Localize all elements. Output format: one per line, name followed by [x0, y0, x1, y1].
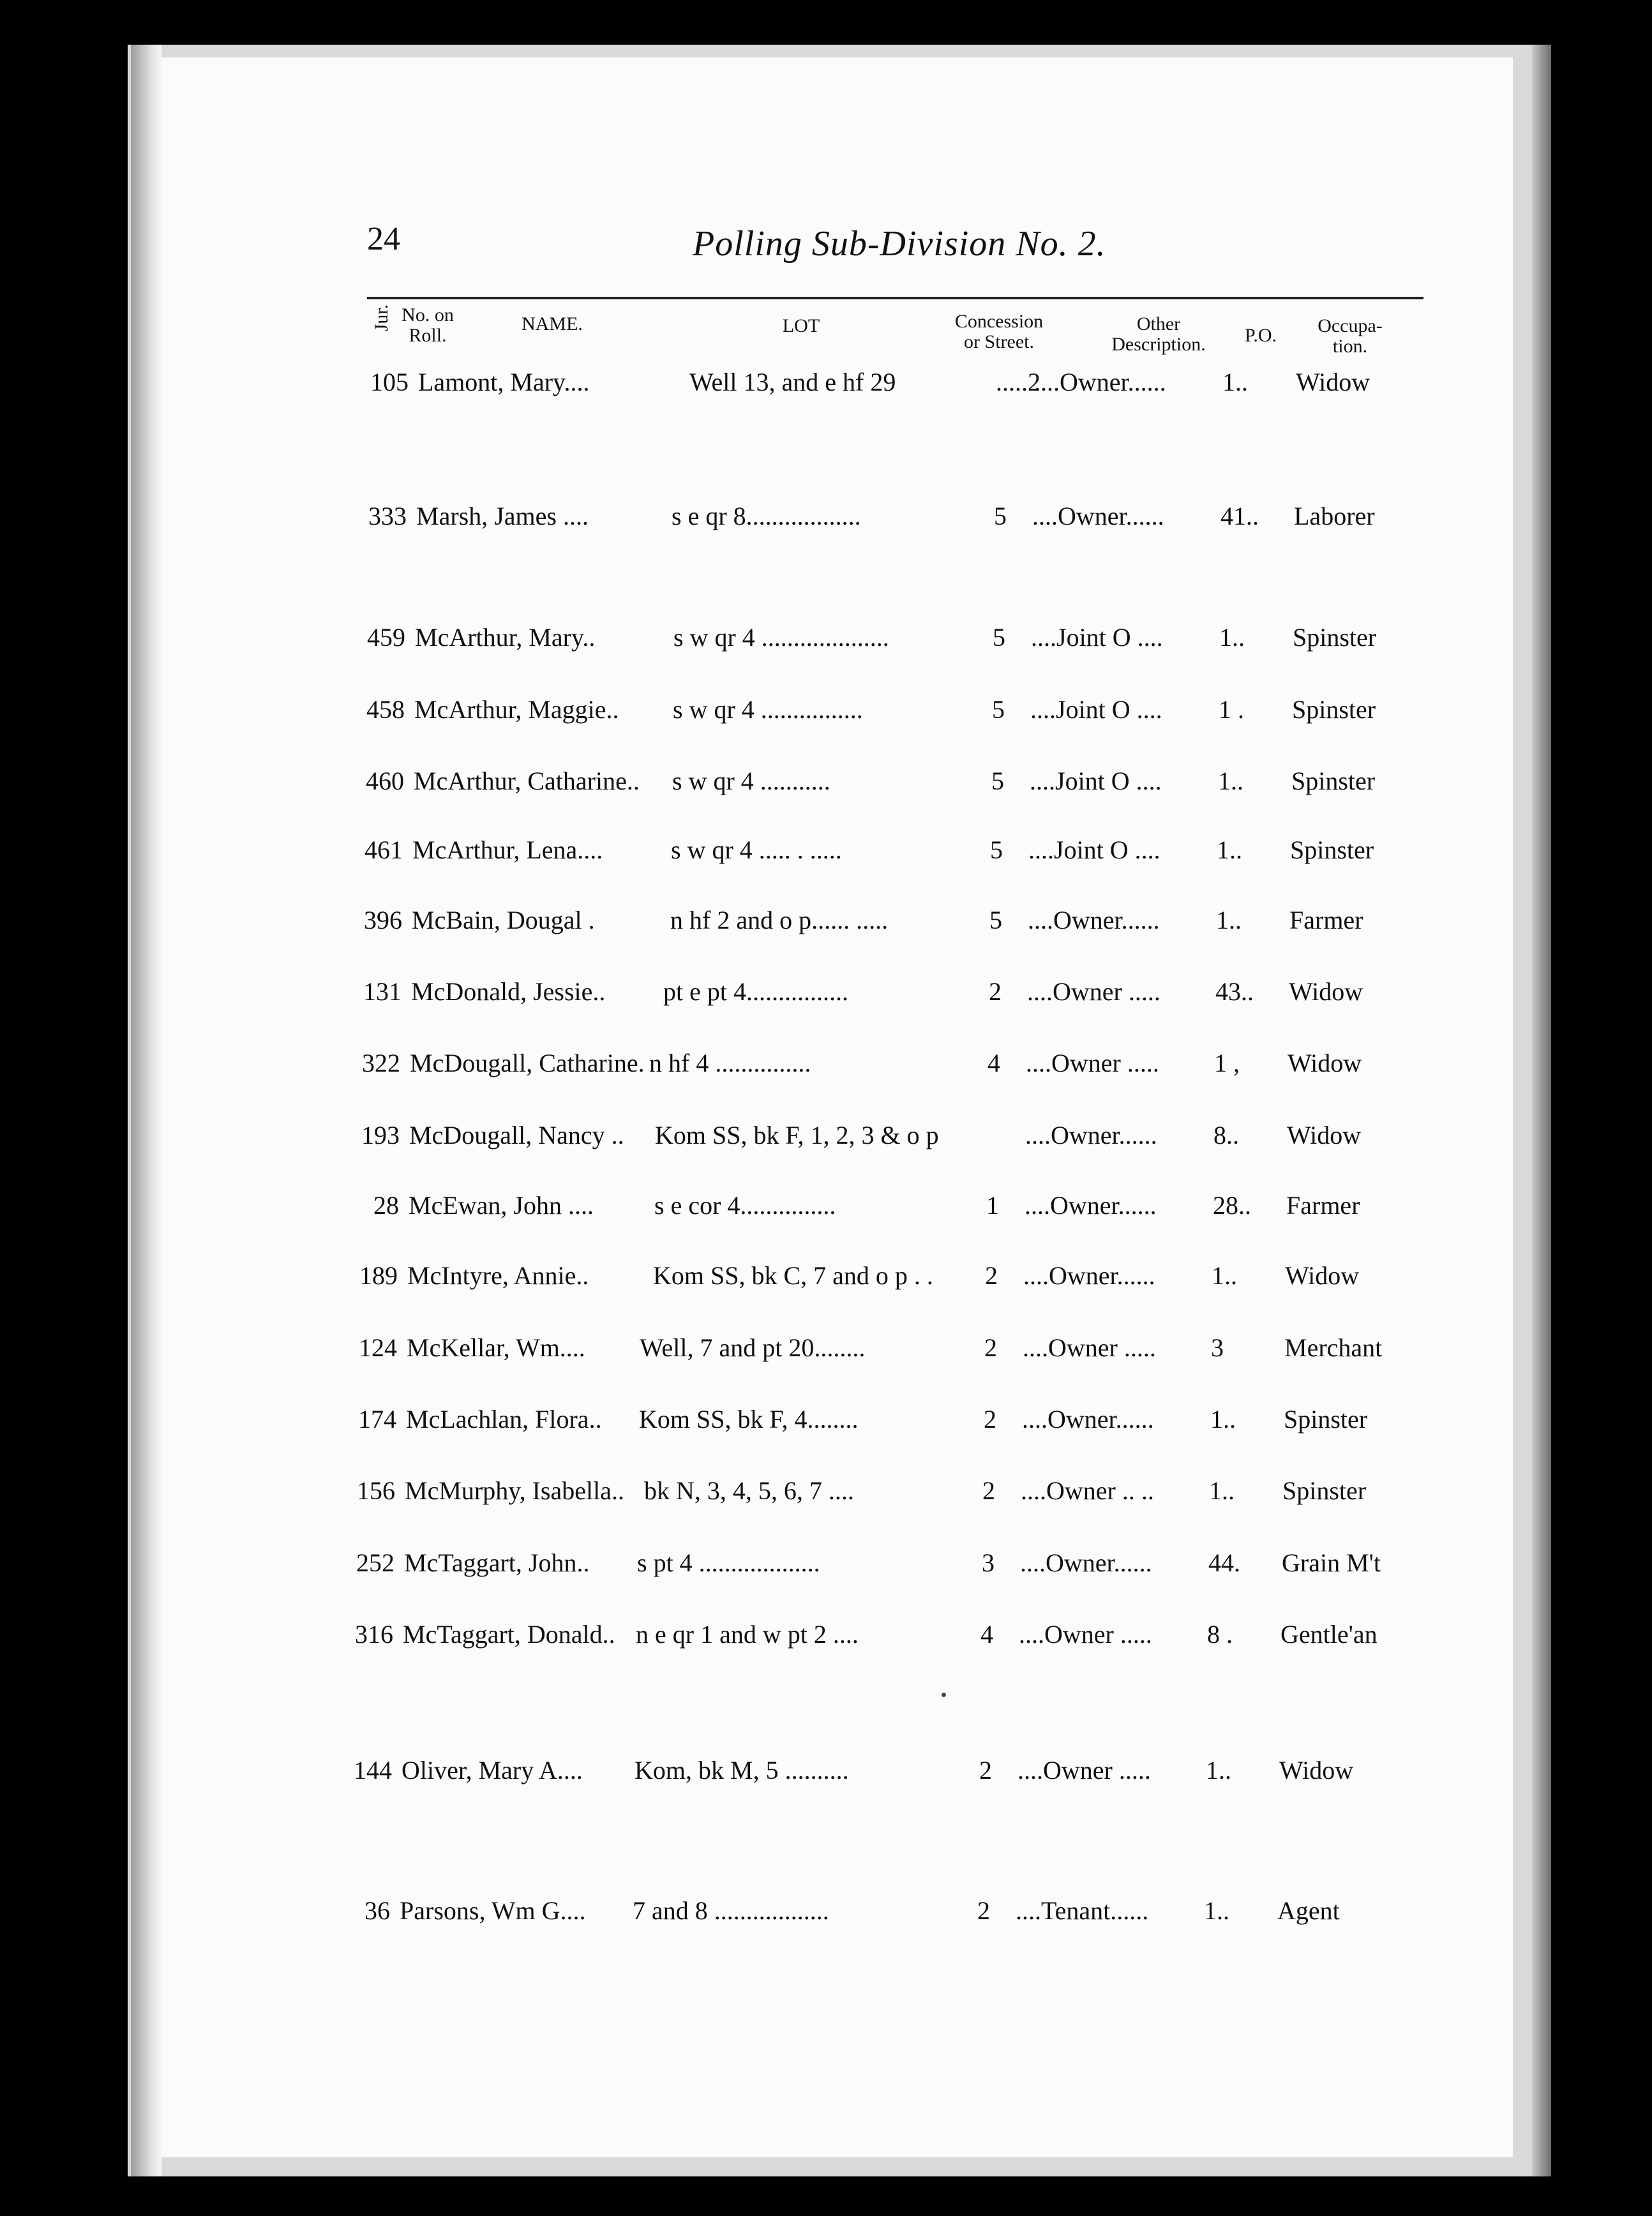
other-description: ....Owner......	[1028, 906, 1160, 934]
post-office: 1..	[1204, 1896, 1229, 1925]
roll-number: 396	[364, 906, 402, 934]
roll-number: 459	[367, 623, 405, 652]
roll-row	[0, 1261, 1652, 1299]
ink-speck	[942, 1693, 946, 1697]
roll-number: 461	[364, 835, 403, 864]
occupation: Farmer	[1286, 1191, 1360, 1220]
post-office: 1 .	[1219, 695, 1244, 724]
roll-row	[0, 1120, 1652, 1158]
roll-number: 458	[366, 695, 405, 724]
post-office: 1..	[1217, 835, 1242, 864]
post-office: 8..	[1213, 1121, 1239, 1149]
concession: 5	[992, 695, 1005, 724]
occupation: Grain M't	[1282, 1548, 1381, 1577]
roll-number: 131	[363, 977, 402, 1006]
lot-description: n hf 2 and o p...... .....	[670, 906, 889, 934]
post-office: 1..	[1222, 368, 1248, 396]
occupation: Spinster	[1284, 1405, 1368, 1434]
other-description: ....Owner .....	[1026, 1049, 1159, 1077]
lot-description: Kom SS, bk C, 7 and o p . .	[653, 1261, 933, 1290]
roll-row	[0, 1896, 1652, 1934]
column-header-roll: No. on Roll.	[402, 304, 454, 346]
owner-name: McLachlan, Flora..	[406, 1405, 602, 1434]
owner-name: McBain, Dougal .	[412, 906, 595, 934]
other-description: ....Joint O ....	[1028, 835, 1160, 864]
lot-description: n e qr 1 and w pt 2 ....	[636, 1620, 859, 1649]
page-number: 24	[367, 221, 400, 257]
post-office: 1..	[1216, 906, 1242, 934]
concession: 2	[989, 977, 1002, 1006]
concession: 1	[986, 1191, 999, 1220]
other-description: ....Owner......	[1023, 1261, 1155, 1290]
post-office: 28..	[1213, 1191, 1251, 1220]
occupation: Widow	[1296, 368, 1370, 396]
lot-description: 7 and 8 ..................	[633, 1896, 829, 1925]
owner-name: McArthur, Mary..	[415, 623, 596, 652]
occupation: Widow	[1279, 1756, 1354, 1785]
owner-name: McArthur, Maggie..	[414, 695, 619, 724]
occupation: Laborer	[1294, 502, 1375, 530]
owner-name: McTaggart, John..	[404, 1548, 590, 1577]
roll-row	[0, 367, 1652, 405]
owner-name: McArthur, Catharine..	[414, 767, 640, 795]
concession: 4	[980, 1620, 993, 1649]
concession: .....2	[996, 368, 1040, 396]
lot-description: n hf 4 ...............	[649, 1049, 811, 1077]
post-office: 44.	[1208, 1548, 1240, 1577]
concession: 2	[982, 1476, 995, 1505]
occupation: Spinster	[1293, 623, 1377, 652]
roll-number: 105	[370, 368, 409, 396]
owner-name: Lamont, Mary....	[418, 368, 590, 396]
post-office: 1..	[1219, 623, 1245, 652]
concession: 2	[984, 1405, 996, 1434]
lot-description: bk N, 3, 4, 5, 6, 7 ....	[644, 1476, 854, 1505]
occupation: Widow	[1285, 1261, 1360, 1290]
occupation: Spinster	[1291, 767, 1376, 795]
roll-row	[0, 1619, 1652, 1658]
roll-number: 460	[366, 767, 404, 795]
other-description: ....Owner .....	[1017, 1756, 1151, 1785]
lot-description: pt e pt 4................	[663, 977, 848, 1006]
roll-row	[0, 835, 1652, 873]
owner-name: McMurphy, Isabella..	[405, 1476, 624, 1505]
owner-name: McDonald, Jessie..	[411, 977, 606, 1006]
post-office: 1..	[1218, 767, 1243, 795]
lot-description: s w qr 4 ................	[673, 695, 863, 724]
roll-row	[0, 905, 1652, 943]
roll-number: 316	[355, 1620, 393, 1649]
post-office: 1..	[1209, 1476, 1235, 1505]
concession: 2	[979, 1756, 992, 1785]
lot-description: s e qr 8..................	[672, 502, 861, 530]
owner-name: McDougall, Catharine.	[410, 1049, 645, 1077]
other-description: ....Owner .....	[1023, 1333, 1156, 1362]
occupation: Widow	[1287, 1121, 1362, 1149]
roll-number: 144	[354, 1756, 392, 1785]
column-header-name: NAME.	[522, 313, 583, 334]
owner-name: McKellar, Wm....	[407, 1333, 585, 1362]
occupation: Widow	[1288, 1049, 1362, 1077]
lot-description: Kom, bk M, 5 ..........	[635, 1756, 849, 1785]
column-header-description: Other Description.	[1111, 313, 1206, 355]
owner-name: McTaggart, Donald..	[403, 1620, 615, 1649]
concession: 2	[977, 1896, 990, 1925]
occupation: Spinster	[1282, 1476, 1367, 1505]
lot-description: s w qr 4 ....................	[673, 623, 889, 652]
lot-description: Well, 7 and pt 20........	[640, 1333, 866, 1362]
other-description: ....Owner......	[1032, 502, 1164, 530]
owner-name: Oliver, Mary A....	[402, 1756, 583, 1785]
post-office: 41..	[1220, 502, 1259, 530]
roll-number: 28	[373, 1191, 399, 1220]
occupation: Farmer	[1289, 906, 1363, 934]
post-office: 1 ,	[1214, 1049, 1240, 1077]
book-spine	[131, 45, 161, 2176]
post-office: 3	[1211, 1333, 1224, 1362]
occupation: Agent	[1277, 1896, 1340, 1925]
roll-row	[0, 1333, 1652, 1371]
roll-number: 333	[368, 502, 407, 530]
roll-number: 36	[364, 1896, 390, 1925]
roll-row	[0, 501, 1652, 539]
roll-row	[0, 1404, 1652, 1442]
lot-description: s w qr 4 ...........	[672, 767, 830, 795]
roll-row	[0, 1190, 1652, 1229]
roll-number: 252	[356, 1548, 394, 1577]
other-description: ....Owner......	[1034, 368, 1166, 396]
column-header-lot: LOT	[782, 315, 820, 336]
owner-name: Parsons, Wm G....	[400, 1896, 586, 1925]
roll-row	[0, 1548, 1652, 1586]
roll-number: 189	[359, 1261, 398, 1290]
occupation: Widow	[1289, 977, 1363, 1006]
concession: 5	[989, 906, 1002, 934]
post-office: 8 .	[1207, 1620, 1233, 1649]
owner-name: McIntyre, Annie..	[407, 1261, 589, 1290]
column-header-occupation: Occupa- tion.	[1318, 315, 1383, 357]
column-header-po: P.O.	[1244, 325, 1277, 346]
owner-name: McDougall, Nancy ..	[409, 1121, 624, 1149]
roll-number: 156	[357, 1476, 395, 1505]
other-description: ....Owner .. ..	[1021, 1476, 1154, 1505]
owner-name: McEwan, John ....	[409, 1191, 594, 1220]
column-header-jur: Jur.	[371, 304, 392, 332]
roll-row	[0, 977, 1652, 1015]
roll-row	[0, 622, 1652, 661]
concession: 5	[994, 502, 1007, 530]
roll-number: 174	[358, 1405, 396, 1434]
page-right-edge	[1532, 45, 1551, 2176]
roll-row	[0, 1048, 1652, 1086]
roll-number: 193	[361, 1121, 400, 1149]
other-description: ....Joint O ....	[1030, 695, 1162, 724]
concession: 5	[993, 623, 1005, 652]
concession: 3	[982, 1548, 995, 1577]
other-description: ....Owner......	[1022, 1405, 1154, 1434]
lot-description: s e cor 4...............	[654, 1191, 836, 1220]
concession: 2	[984, 1333, 997, 1362]
lot-description: Kom SS, bk F, 4........	[639, 1405, 859, 1434]
occupation: Spinster	[1290, 835, 1374, 864]
occupation: Spinster	[1292, 695, 1376, 724]
roll-row	[0, 694, 1652, 733]
other-description: ....Owner......	[1020, 1548, 1152, 1577]
other-description: ....Owner......	[1025, 1191, 1157, 1220]
occupation: Gentle'an	[1280, 1620, 1378, 1649]
running-head: Polling Sub-Division No. 2.	[693, 224, 1106, 264]
owner-name: Marsh, James ....	[416, 502, 589, 530]
roll-row	[0, 1476, 1652, 1514]
roll-number: 124	[359, 1333, 397, 1362]
header-rule	[367, 297, 1423, 299]
lot-description: Well 13, and e hf 29	[689, 368, 896, 396]
lot-description: s w qr 4 ..... . .....	[671, 835, 842, 864]
roll-row	[0, 1755, 1652, 1793]
post-office: 1..	[1206, 1756, 1231, 1785]
roll-number: 322	[362, 1049, 400, 1077]
post-office: 1..	[1210, 1405, 1236, 1434]
other-description: ....Owner......	[1025, 1121, 1157, 1149]
column-header-concession: Concession or Street.	[954, 311, 1044, 352]
other-description: ....Tenant......	[1016, 1896, 1149, 1925]
lot-description: Kom SS, bk F, 1, 2, 3 & o p	[655, 1121, 939, 1149]
post-office: 43..	[1215, 977, 1254, 1006]
other-description: ....Joint O ....	[1031, 623, 1163, 652]
concession: 2	[985, 1261, 998, 1290]
concession: 5	[991, 767, 1004, 795]
other-description: ....Owner .....	[1019, 1620, 1152, 1649]
lot-description: s pt 4 ...................	[637, 1548, 820, 1577]
concession: 5	[990, 835, 1003, 864]
other-description: ....Owner .....	[1027, 977, 1160, 1006]
post-office: 1..	[1212, 1261, 1237, 1290]
owner-name: McArthur, Lena....	[412, 835, 603, 864]
other-description: ....Joint O ....	[1030, 767, 1162, 795]
roll-row	[0, 766, 1652, 804]
occupation: Merchant	[1284, 1333, 1383, 1362]
concession: 4	[987, 1049, 1000, 1077]
